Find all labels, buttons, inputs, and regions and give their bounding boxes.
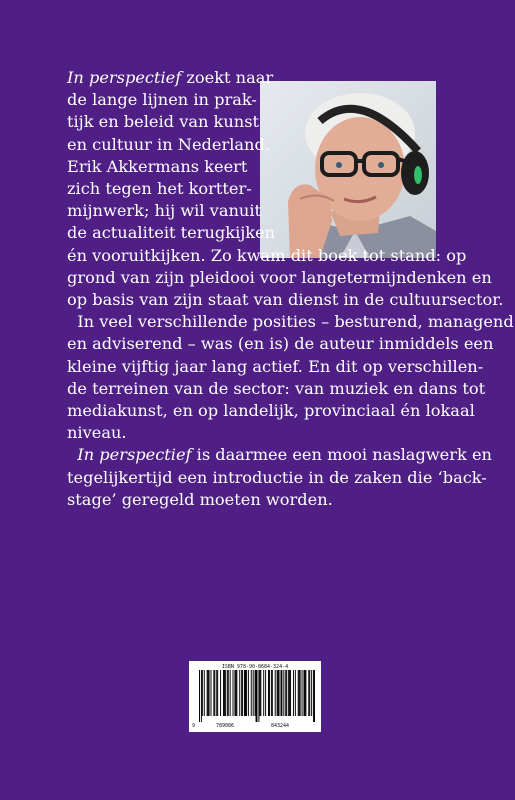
barcode-bar: [268, 670, 269, 716]
text-line: [67, 356, 483, 378]
author-photo: [260, 81, 436, 258]
barcode-bar: [265, 670, 266, 716]
barcode-digits: [189, 723, 321, 730]
text-segment: stage’ geregeld moeten worden.: [67, 489, 333, 509]
barcode-bar: [228, 670, 229, 716]
barcode-bar: [256, 670, 257, 722]
barcode-bar: [216, 670, 217, 716]
barcode-bar: [304, 670, 305, 716]
text-segment: kleine vijftig jaar lang actief. En dit op verschillen-: [67, 356, 484, 376]
barcode-bar: [234, 670, 235, 716]
barcode-bar: [230, 670, 231, 716]
book-title-italic: In perspectief: [77, 445, 192, 465]
text-segment: tegelijkertijd een introductie in de zaken die ‘back-: [67, 467, 487, 487]
barcode-bar: [224, 670, 225, 716]
barcode-bar: [295, 670, 296, 716]
text-segment: niveau.: [67, 423, 127, 443]
text-segment: de lange lijnen in prak-: [67, 90, 257, 110]
barcode-bar: [302, 670, 303, 716]
barcode-bar: [289, 670, 290, 716]
barcode-bar: [244, 670, 245, 716]
barcode-bar: [255, 670, 256, 716]
barcode-bar: [278, 670, 279, 716]
barcode-bar: [223, 670, 224, 716]
barcode-bar: [257, 670, 258, 722]
text-line: [67, 134, 270, 156]
barcode-bar: [283, 670, 284, 716]
barcode-bar: [290, 670, 291, 716]
text-line: [67, 89, 257, 111]
barcode-bar: [309, 670, 310, 716]
barcode-bar: [202, 670, 203, 716]
barcode-bar: [245, 670, 246, 716]
barcode-bar: [272, 670, 273, 716]
barcode-bar: [201, 670, 202, 722]
text-line: [67, 489, 333, 511]
barcode-bar: [259, 670, 260, 716]
barcode-bar: [208, 670, 209, 716]
text-segment: en cultuur in Nederland.: [67, 134, 270, 154]
barcode-bar: [308, 670, 309, 716]
barcode-bars: [199, 670, 315, 722]
barcode-digit-right: 843244: [271, 723, 290, 729]
isbn-label: ISBN 978-90-8684-324-4: [221, 664, 289, 670]
text-line: [67, 267, 492, 289]
text-segment: is daarmee een mooi naslagwerk en: [191, 445, 492, 465]
barcode-bar: [236, 670, 237, 716]
text-line: [67, 289, 503, 311]
barcode-bar: [298, 670, 299, 716]
text-line: [67, 67, 273, 89]
barcode-bar: [293, 670, 294, 716]
barcode-bar: [314, 670, 315, 722]
text-line: [67, 333, 493, 355]
barcode-bar: [242, 670, 243, 716]
barcode-digit-left: 789086: [216, 723, 235, 729]
text-line: [67, 444, 492, 466]
text-line: [67, 111, 259, 133]
barcode-bar: [233, 670, 234, 716]
barcode-bar: [251, 670, 252, 716]
text-line: [67, 311, 514, 333]
text-line: [67, 200, 261, 222]
barcode-bar: [220, 670, 221, 716]
barcode-bar: [214, 670, 215, 716]
barcode-bar: [288, 670, 289, 716]
barcode: [189, 661, 321, 732]
text-segment: In veel verschillende posities – besturend, managend: [67, 312, 514, 332]
text-line: [67, 467, 487, 489]
barcode-bar: [271, 670, 272, 716]
barcode-bar: [199, 670, 200, 722]
barcode-bar: [227, 670, 228, 716]
text-segment: mijnwerk; hij wil vanuit: [67, 201, 262, 221]
barcode-bar: [209, 670, 210, 716]
barcode-bar: [248, 670, 249, 716]
barcode-bar: [304, 670, 305, 716]
text-segment: zich tegen het kortter-: [67, 179, 252, 198]
text-line: [67, 422, 127, 444]
barcode-bar: [305, 670, 306, 716]
text-segment: de actualiteit terugkijken: [67, 223, 276, 243]
text-segment: de terreinen van de sector: van muziek en dans tot: [67, 378, 486, 398]
barcode-bar: [258, 670, 259, 722]
text-line: [67, 378, 485, 400]
barcode-bar: [204, 670, 205, 716]
barcode-bar: [213, 670, 214, 716]
text-segment: tijk en beleid van kunst: [67, 112, 260, 132]
barcode-bar: [286, 670, 287, 716]
barcode-bar: [207, 670, 208, 716]
barcode-bar: [239, 670, 240, 716]
barcode-bar: [311, 670, 312, 716]
text-segment: Erik Akkermans keert: [67, 156, 248, 176]
barcode-bar: [269, 670, 270, 716]
text-segment: zoekt naar: [181, 68, 274, 87]
text-segment: mediakunst, en op landelijk, provinciaal én lokaal: [67, 401, 475, 420]
text-segment: op basis van zijn staat van dienst in de cultuursector.: [67, 290, 504, 309]
barcode-bar: [260, 670, 261, 716]
text-line: [67, 400, 475, 422]
barcode-bar: [253, 670, 254, 716]
barcode-bar: [246, 670, 247, 716]
barcode-bar: [279, 670, 280, 716]
barcode-bar: [225, 670, 226, 716]
barcode-bar: [263, 670, 264, 716]
barcode-bar: [285, 670, 286, 716]
barcode-bar: [235, 670, 236, 716]
barcode-digit-prefix: 9: [192, 723, 196, 729]
barcode-bar: [217, 670, 218, 716]
text-line: [67, 245, 466, 267]
barcode-bar: [281, 670, 282, 716]
barcode-bar: [300, 670, 301, 716]
book-title-italic: In perspectief: [67, 68, 182, 87]
barcode-bar: [211, 670, 212, 716]
text-segment: én vooruitkijken. Zo kwam dit boek tot stand: op: [67, 245, 467, 265]
text-segment: en adviserend – was (en is) de auteur inmiddels een: [67, 334, 494, 354]
barcode-bar: [313, 670, 314, 722]
text-line: [67, 156, 247, 178]
barcode-bar: [241, 670, 242, 716]
barcode-bar: [280, 670, 281, 716]
barcode-bar: [277, 670, 278, 716]
text-line: [67, 178, 252, 200]
text-line: [67, 222, 275, 244]
text-segment: [67, 445, 77, 464]
barcode-bar: [275, 670, 276, 716]
barcode-bar: [299, 670, 300, 716]
text-segment: grond van zijn pleidooi voor langetermijndenken en: [67, 267, 492, 287]
